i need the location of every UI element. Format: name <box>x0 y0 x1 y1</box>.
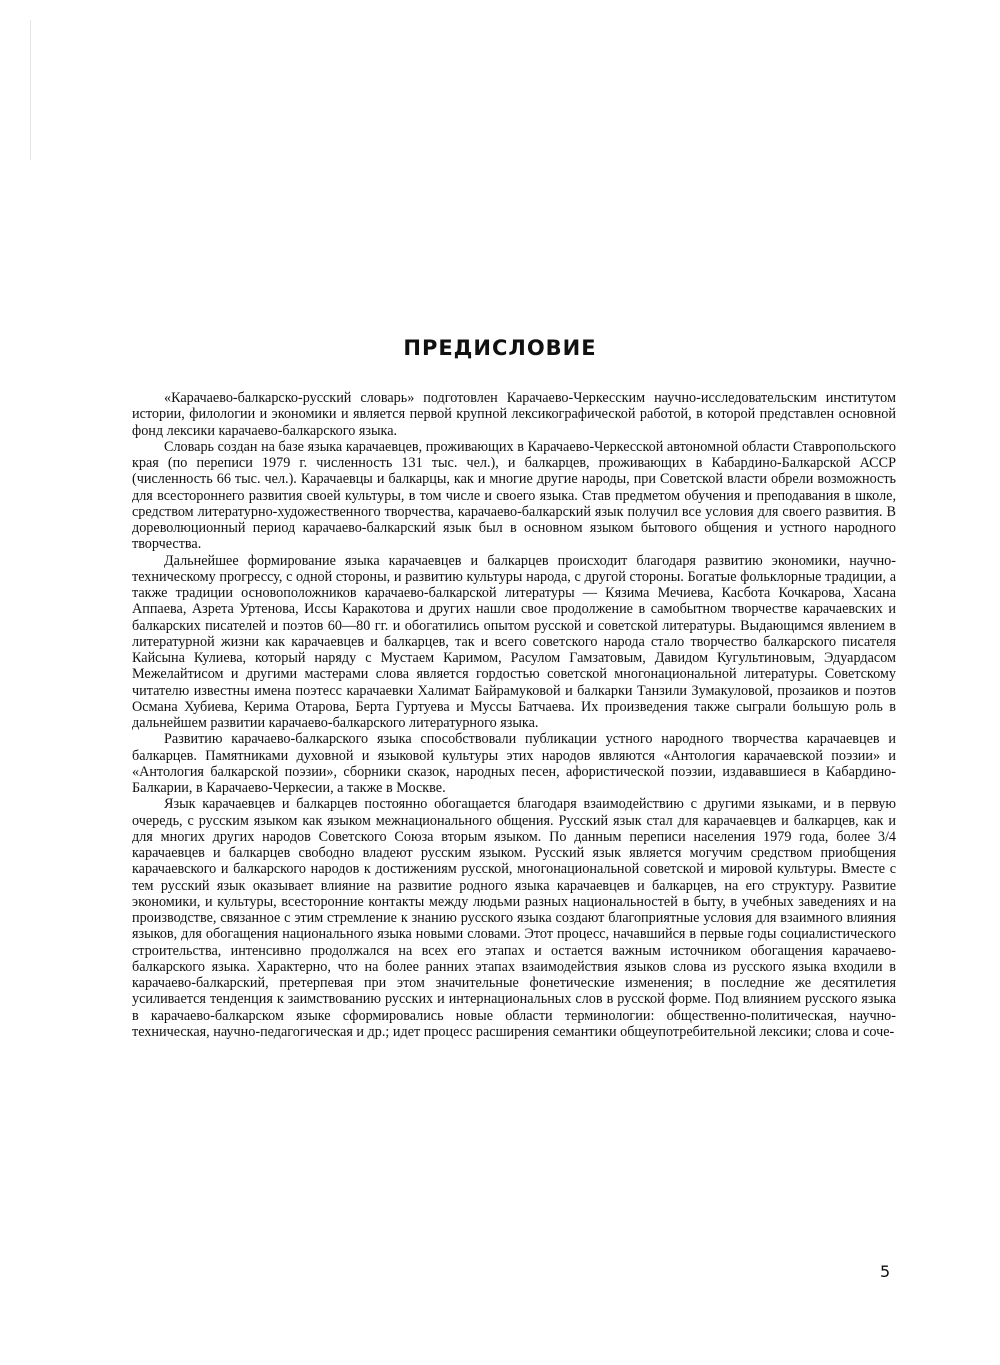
paragraph-dictionary-base: Словарь создан на базе языка карачаевцев, проживающих в Карачаево-Черкесской автономной области Ставропольского края (по переписи 1979 г. численность 131 тыс. чел.), и балкарцев, проживающих в Кабардино-Балкарской АССР (численность 66 тыс. чел.). Карачаевцы и балкарцы, как и многие другие народы, при Советской власти обрели возможность для всестороннего развития своей культуры, в том числе и своего языка. Став предметом обучения и преподавания в школе, средством литературно-художественного творчества, карачаево-балкарский язык получил все условия для своего развития. В дореволюционный период карачаево-балкарский язык был в основном языком бытового общения и устного народного творчества. <box>132 438 896 553</box>
paragraph-language-formation: Дальнейшее формирование языка карачаевцев и балкарцев происходит благодаря развитию экономики, научно-техническому прогрессу, с одной стороны, и развитию культуры народа, с другой стороны. Богатые фольклорные традиции, а также традиции основоположников карачаево-балкарской литературы — Кязима Мечиева, Касбота Кочкарова, Хасана Аппаева, Азрета Уртенова, Иссы Каракотова и других нашли свое продолжение в самобытном творчестве карачаевских и балкарских писателей и поэтов 60—80 гг. и обогатились опытом русской и советской литературы. Выдающимся явлением в литературной жизни как карачаевцев и балкарцев, так и всего советского народа стало творчество балкарского писателя Кайсына Кулиева, который наряду с Мустаем Каримом, Расулом Гамзатовым, Давидом Кугультиновым, Эдуардасом Межелайтисом и другими мастерами слова является гордостью советской многонациональной литературы. Советскому читателю известны имена поэтесс карачаевки Халимат Байрамуковой и балкарки Танзили Зумакуловой, прозаиков и поэтов Османа Хубиева, Керима Отарова, Берта Гуртуева и Муссы Батчаева. Их произведения также сыграли большую роль в дальнейшем развитии карачаево-балкарского литературного языка. <box>132 552 896 731</box>
body-text <box>132 390 896 1040</box>
paragraph-russian-influence: Язык карачаевцев и балкарцев постоянно обогащается благодаря взаимодействию с другими языками, и в первую очередь, с русским языком как языком межнационального общения. Русский язык стал для карачаевцев и балкарцев, как и для многих других народов Советского Союза вторым языком. По данным переписи населения 1979 года, более 3/4 карачаевцев и балкарцев свободно владеют русским языком. Русский язык является могучим средством приобщения карачаевского и балкарского народов к достижениям русской, многонациональной советской и мировой культуры. Вместе с тем русский язык оказывает влияние на развитие родного языка карачаевцев и балкарцев, на его структуру. Развитие экономики, и культуры, всесторонние контакты между людьми разных национальностей в быту, в учебных заведениях и на производстве, связанное с этим стремление к знанию русского языка создают благоприятные условия для взаимного влияния языков, для обогащения национального языка новыми словами. Этот процесс, начавшийся в первые годы социалистического строительства, интенсивно продолжался на всех его этапах и остается важным источником обогащения карачаево-балкарского языка. Характерно, что на более ранних этапах взаимодействия языков слова из русского языка входили в карачаево-балкарский, претерпевая при этом значительные фонетические изменения; в последние же десятилетия усиливается тенденция к заимствованию русских и интернациональных слов в русской форме. Под влиянием русского языка в карачаево-балкарском языке сформировались новые области терминологии: общественно-политическая, научно-техническая, научно-педагогическая и др.; идет процесс расширения семантики общеупотребительной лексики; слова и соче- <box>132 796 896 1040</box>
page-title: ПРЕДИСЛОВИЕ <box>403 336 597 360</box>
page-number: 5 <box>880 1262 891 1281</box>
paragraph-folklore-publications: Развитию карачаево-балкарского языка способствовали публикации устного народного творчества карачаевцев и балкарцев. Памятниками духовной и языковой культуры этих народов являются «Антология карачаевской поэзии» и «Антология балкарской поэзии», сборники сказок, народных песен, афористической поэзии, издававшиеся в Кабардино-Балкарии, в Карачаево-Черкесии, а также в Москве. <box>132 731 896 796</box>
paragraph-intro: «Карачаево-балкарско-русский словарь» подготовлен Карачаево-Черкесским научно-исследовательским институтом истории, филологии и экономики и является первой крупной лексикографической работой, в которой представлен основной фонд лексики карачаево-балкарского языка. <box>132 390 896 439</box>
scan-edge-mark <box>30 20 31 160</box>
